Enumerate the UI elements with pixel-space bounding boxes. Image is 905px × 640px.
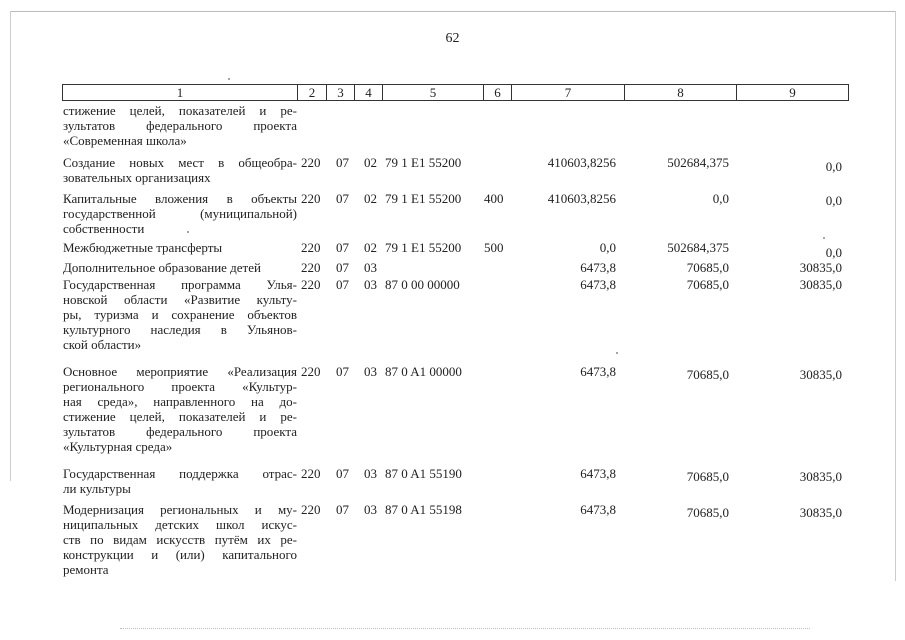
- cell-subsection: 03: [364, 466, 377, 481]
- cell-subsection: 03: [364, 260, 377, 275]
- description-line: зультатов федерального проекта: [63, 424, 297, 439]
- description-line: Основное мероприятие «Реализация: [63, 364, 297, 379]
- cell-amount-col7: 6473,8: [580, 502, 616, 517]
- description-line: ная среда», направленного на до-: [63, 394, 297, 409]
- scan-speck: [616, 352, 618, 354]
- column-header-3: 3: [326, 84, 355, 101]
- column-header-1: 1: [62, 84, 298, 101]
- description-line: Дополнительное образование детей: [63, 260, 261, 275]
- column-header-7: 7: [511, 84, 625, 101]
- description-line: государственной (муниципальной): [63, 206, 297, 221]
- cell-amount-col7: 6473,8: [580, 364, 616, 379]
- cell-amount-col7: 0,0: [599, 240, 616, 255]
- cell-amount-col9: 30835,0: [799, 277, 842, 292]
- description-line: ремонта: [63, 562, 109, 577]
- description-line: Государственная программа Улья-: [63, 277, 297, 292]
- row-description: [63, 191, 297, 236]
- cell-amount-col9: 30835,0: [799, 260, 842, 275]
- column-header-4: 4: [354, 84, 383, 101]
- cell-amount-col9: 30835,0: [799, 367, 842, 382]
- description-line: зультатов федерального проекта: [63, 118, 297, 133]
- cell-amount-col9: 30835,0: [799, 505, 842, 520]
- cell-ministry-code: 220: [301, 466, 321, 481]
- column-header-9: 9: [736, 84, 849, 101]
- cell-expense-type: 500: [484, 240, 504, 255]
- row-description: [63, 240, 297, 255]
- scan-speck: [187, 231, 189, 233]
- cell-subsection: 02: [364, 240, 377, 255]
- description-line: стижение целей, показателей и ре-: [63, 103, 297, 118]
- cell-ministry-code: 220: [301, 364, 321, 379]
- description-line: Государственная поддержка отрас-: [63, 466, 297, 481]
- cell-amount-col7: 410603,8256: [547, 155, 616, 170]
- cell-amount-col7: 6473,8: [580, 466, 616, 481]
- cell-target-article: 79 1 E1 55200: [385, 240, 462, 255]
- cell-expense-type: 400: [484, 191, 504, 206]
- cell-amount-col8: 70685,0: [686, 260, 729, 275]
- cell-subsection: 03: [364, 502, 377, 517]
- row-description: [63, 155, 297, 185]
- cell-amount-col9: 30835,0: [799, 469, 842, 484]
- cell-target-article: 87 0 A1 55198: [385, 502, 462, 517]
- description-line: стижение целей, показателей и ре-: [63, 409, 297, 424]
- cell-section: 07: [336, 260, 349, 275]
- cell-ministry-code: 220: [301, 502, 321, 517]
- row-description: [63, 277, 297, 352]
- scan-frame-right: [895, 11, 896, 581]
- description-line: Межбюджетные трансферты: [63, 240, 223, 255]
- row-description: [63, 364, 297, 454]
- cell-ministry-code: 220: [301, 277, 321, 292]
- cell-section: 07: [336, 502, 349, 517]
- column-header-8: 8: [624, 84, 737, 101]
- description-line: зовательных организациях: [63, 170, 211, 185]
- description-line: Создание новых мест в общеобра-: [63, 155, 297, 170]
- description-line: ли культуры: [63, 481, 131, 496]
- cell-amount-col7: 6473,8: [580, 260, 616, 275]
- cell-amount-col8: 502684,375: [667, 155, 729, 170]
- description-line: Капитальные вложения в объекты: [63, 191, 297, 206]
- description-line: ры, туризма и сохранение объектов: [63, 307, 297, 322]
- row-description: [63, 260, 297, 275]
- cell-section: 07: [336, 277, 349, 292]
- cell-ministry-code: 220: [301, 191, 321, 206]
- column-header-2: 2: [297, 84, 327, 101]
- description-line: ств по видам искусств путём их ре-: [63, 532, 297, 547]
- cell-amount-col7: 410603,8256: [547, 191, 616, 206]
- scan-frame-top: [10, 11, 895, 12]
- description-line: Модернизация региональных и му-: [63, 502, 297, 517]
- row-description: [63, 502, 297, 577]
- cell-amount-col9: 0,0: [825, 193, 842, 208]
- description-line: культурного наследия в Ульянов-: [63, 322, 297, 337]
- cell-ministry-code: 220: [301, 155, 321, 170]
- cell-target-article: 87 0 00 00000: [385, 277, 460, 292]
- cell-subsection: 03: [364, 277, 377, 292]
- cell-target-article: 79 1 E1 55200: [385, 155, 462, 170]
- cell-subsection: 02: [364, 191, 377, 206]
- description-line: новской области «Развитие культу-: [63, 292, 297, 307]
- cell-amount-col9: 0,0: [825, 159, 842, 174]
- cell-amount-col8: 70685,0: [686, 277, 729, 292]
- cell-ministry-code: 220: [301, 260, 321, 275]
- cell-amount-col8: 0,0: [712, 191, 729, 206]
- cell-target-article: 87 0 A1 00000: [385, 364, 462, 379]
- cell-ministry-code: 220: [301, 240, 321, 255]
- cell-subsection: 02: [364, 155, 377, 170]
- cell-section: 07: [336, 364, 349, 379]
- row-description: [63, 103, 297, 148]
- description-line: «Современная школа»: [63, 133, 187, 148]
- description-line: конструкции и (или) капитального: [63, 547, 297, 562]
- scan-speck: [228, 78, 230, 80]
- page-number: 62: [445, 31, 460, 46]
- scan-speck: [823, 237, 825, 239]
- description-line: регионального проекта «Культур-: [63, 379, 297, 394]
- cell-amount-col7: 6473,8: [580, 277, 616, 292]
- cell-section: 07: [336, 155, 349, 170]
- cell-target-article: 79 1 E1 55200: [385, 191, 462, 206]
- cell-section: 07: [336, 466, 349, 481]
- scan-bottom-noise: [120, 628, 810, 629]
- description-line: ниципальных детских школ искус-: [63, 517, 297, 532]
- cell-amount-col8: 70685,0: [686, 367, 729, 382]
- cell-target-article: 87 0 A1 55190: [385, 466, 462, 481]
- description-line: «Культурная среда»: [63, 439, 173, 454]
- cell-subsection: 03: [364, 364, 377, 379]
- cell-amount-col9: 0,0: [825, 245, 842, 260]
- column-header-5: 5: [382, 84, 484, 101]
- cell-amount-col8: 70685,0: [686, 505, 729, 520]
- row-description: [63, 466, 297, 496]
- cell-section: 07: [336, 240, 349, 255]
- cell-amount-col8: 502684,375: [667, 240, 729, 255]
- cell-section: 07: [336, 191, 349, 206]
- cell-amount-col8: 70685,0: [686, 469, 729, 484]
- description-line: собственности: [63, 221, 145, 236]
- description-line: ской области»: [63, 337, 142, 352]
- column-header-6: 6: [483, 84, 512, 101]
- scan-frame-left: [10, 11, 11, 481]
